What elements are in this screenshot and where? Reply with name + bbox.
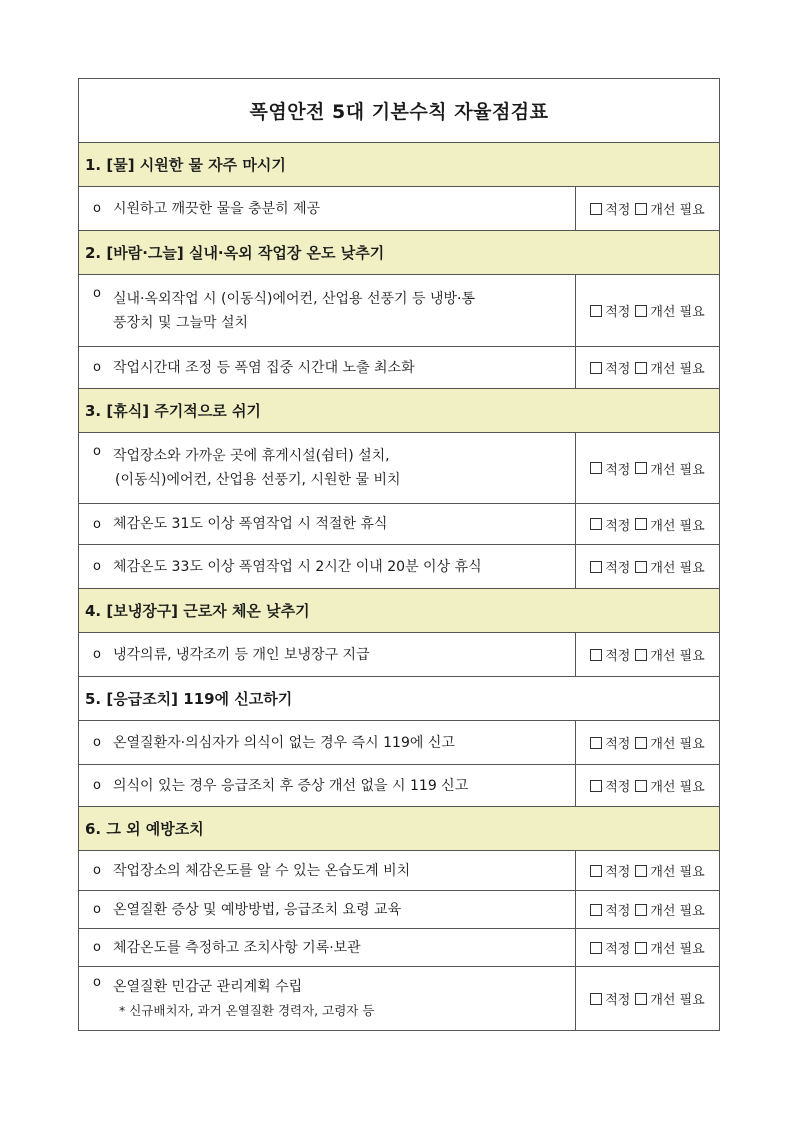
checkbox-ok[interactable] — [590, 462, 602, 474]
item-text-cell — [79, 187, 576, 230]
option-ok-label: 적정 — [605, 737, 631, 752]
item-text-cell — [79, 891, 576, 928]
checklist-table — [78, 78, 720, 1031]
checkbox-ok[interactable] — [590, 305, 602, 317]
checklist-row — [79, 891, 719, 929]
checkbox-improve[interactable] — [635, 904, 647, 916]
option-improve-label: 개선 필요 — [650, 737, 705, 752]
item-text-cell — [79, 504, 576, 544]
item-text-cell — [79, 851, 576, 890]
checkbox-improve[interactable] — [635, 203, 647, 215]
checkbox-improve[interactable] — [635, 561, 647, 573]
check-cell — [576, 929, 719, 966]
option-improve-label: 개선 필요 — [650, 865, 705, 880]
item-text: 체감온도 31도 이상 폭염작업 시 적절한 휴식 — [113, 516, 388, 532]
option-improve-label: 개선 필요 — [650, 649, 705, 664]
checkbox-improve[interactable] — [635, 362, 647, 374]
check-cell — [576, 633, 719, 676]
check-cell — [576, 967, 719, 1030]
option-ok-label: 적정 — [605, 203, 631, 218]
item-text: 온열질환 민감군 관리계획 수립 — [113, 978, 303, 995]
checkbox-improve[interactable] — [635, 518, 647, 530]
checkbox-ok[interactable] — [590, 780, 602, 792]
item-text: 작업시간대 조정 등 폭염 집중 시간대 노출 최소화 — [113, 359, 415, 376]
section-heading-5: 5. [응급조치] 119에 신고하기 — [79, 677, 719, 721]
item-text: 체감온도를 측정하고 조치사항 기록·보관 — [113, 939, 361, 956]
bullet-icon: o — [93, 647, 101, 662]
bullet-icon: o — [93, 863, 101, 878]
check-cell — [576, 851, 719, 890]
checklist-row — [79, 929, 719, 967]
option-ok-label: 적정 — [605, 993, 631, 1008]
checkbox-ok[interactable] — [590, 362, 602, 374]
checklist-row — [79, 187, 719, 231]
option-ok-label: 적정 — [605, 561, 631, 576]
option-improve-label: 개선 필요 — [650, 993, 705, 1008]
option-improve-label: 개선 필요 — [650, 942, 705, 957]
option-improve-label: 개선 필요 — [650, 780, 705, 795]
item-text: 온열질환자·의심자가 의식이 없는 경우 즉시 119에 신고 — [113, 734, 455, 751]
checklist-row — [79, 967, 719, 1030]
check-cell — [576, 721, 719, 764]
item-text-cell — [79, 929, 576, 966]
option-ok-label: 적정 — [605, 780, 631, 795]
option-ok-label: 적정 — [605, 518, 631, 534]
option-improve-label: 개선 필요 — [650, 904, 705, 919]
checkbox-ok[interactable] — [590, 737, 602, 749]
item-note: * 신규배치자, 과거 온열질환 경력자, 고령자 등 — [119, 1002, 375, 1018]
checkbox-ok[interactable] — [590, 518, 602, 530]
bullet-icon: o — [93, 286, 101, 301]
checkbox-improve[interactable] — [635, 737, 647, 749]
bullet-icon: o — [93, 902, 101, 917]
checklist-row — [79, 545, 719, 589]
checklist-row — [79, 851, 719, 891]
check-cell — [576, 891, 719, 928]
option-improve-label: 개선 필요 — [650, 203, 705, 218]
check-cell — [576, 504, 719, 544]
checkbox-improve[interactable] — [635, 780, 647, 792]
option-ok-label: 적정 — [605, 462, 631, 478]
check-cell — [576, 433, 719, 503]
bullet-icon: o — [93, 201, 101, 216]
checkbox-improve[interactable] — [635, 942, 647, 954]
item-text: 체감온도 33도 이상 폭염작업 시 2시간 이내 20분 이상 휴식 — [113, 558, 482, 575]
bullet-icon: o — [93, 778, 101, 793]
bullet-icon: o — [93, 559, 101, 574]
checklist-row — [79, 765, 719, 807]
checkbox-ok[interactable] — [590, 942, 602, 954]
section-heading-1: 1. [물] 시원한 물 자주 마시기 — [79, 143, 719, 187]
item-text: 의식이 있는 경우 응급조치 후 증상 개선 없을 시 119 신고 — [113, 777, 469, 794]
bullet-icon: o — [93, 735, 101, 750]
item-text-line2: (이동식)에어컨, 산업용 선풍기, 시원한 물 비치 — [115, 472, 401, 488]
item-text: 작업장소의 체감온도를 알 수 있는 온습도계 비치 — [113, 862, 411, 879]
check-cell — [576, 545, 719, 588]
checkbox-ok[interactable] — [590, 649, 602, 661]
item-text-cell — [79, 765, 576, 806]
bullet-icon: o — [93, 516, 101, 532]
item-text: 냉각의류, 냉각조끼 등 개인 보냉장구 지급 — [113, 646, 370, 663]
checklist-row — [79, 721, 719, 765]
option-ok-label: 적정 — [605, 362, 631, 377]
item-text-cell — [79, 633, 576, 676]
option-improve-label: 개선 필요 — [650, 362, 705, 377]
checklist-row — [79, 275, 719, 347]
option-ok-label: 적정 — [605, 942, 631, 957]
section-heading-6: 6. 그 외 예방조치 — [79, 807, 719, 851]
item-text-cell — [79, 967, 576, 1030]
checklist-row — [79, 347, 719, 389]
item-text: 온열질환 증상 및 예방방법, 응급조치 요령 교육 — [113, 901, 402, 918]
item-text-cell — [79, 347, 576, 388]
section-heading-2: 2. [바람·그늘] 실내·옥외 작업장 온도 낮추기 — [79, 231, 719, 275]
bullet-icon: o — [93, 975, 101, 990]
checkbox-improve[interactable] — [635, 865, 647, 877]
checkbox-ok[interactable] — [590, 904, 602, 916]
bullet-icon: o — [93, 360, 101, 375]
checkbox-improve[interactable] — [635, 993, 647, 1005]
item-text: 실내·옥외작업 시 (이동식)에어컨, 산업용 선풍기 등 냉방·통 — [113, 290, 476, 307]
item-text-cell — [79, 545, 576, 588]
item-text: 시원하고 깨끗한 물을 충분히 제공 — [113, 200, 321, 217]
checklist-row — [79, 633, 719, 677]
item-text-cell — [79, 721, 576, 764]
checklist-row — [79, 433, 719, 504]
checkbox-ok[interactable] — [590, 203, 602, 215]
check-cell — [576, 347, 719, 388]
option-ok-label: 적정 — [605, 649, 631, 664]
item-text-cell — [79, 275, 576, 346]
option-improve-label: 개선 필요 — [650, 561, 705, 576]
item-text-line2: 풍장치 및 그늘막 설치 — [113, 314, 249, 331]
check-cell — [576, 187, 719, 230]
check-cell — [576, 765, 719, 806]
checkbox-improve[interactable] — [635, 649, 647, 661]
check-cell — [576, 275, 719, 346]
option-improve-label: 개선 필요 — [650, 518, 705, 534]
item-text-cell — [79, 433, 576, 503]
checkbox-improve[interactable] — [635, 462, 647, 474]
checkbox-ok[interactable] — [590, 561, 602, 573]
checklist-row — [79, 504, 719, 545]
option-ok-label: 적정 — [605, 305, 631, 320]
option-improve-label: 개선 필요 — [650, 305, 705, 320]
section-heading-4: 4. [보냉장구] 근로자 체온 낮추기 — [79, 589, 719, 633]
option-ok-label: 적정 — [605, 904, 631, 919]
option-improve-label: 개선 필요 — [650, 462, 705, 478]
bullet-icon: o — [93, 940, 101, 955]
checkbox-ok[interactable] — [590, 993, 602, 1005]
checkbox-ok[interactable] — [590, 865, 602, 877]
option-ok-label: 적정 — [605, 865, 631, 880]
section-heading-3: 3. [휴식] 주기적으로 쉬기 — [79, 389, 719, 433]
bullet-icon: o — [93, 444, 101, 459]
page-title: 폭염안전 5대 기본수칙 자율점검표 — [79, 79, 719, 143]
item-text: 작업장소와 가까운 곳에 휴게시설(쉼터) 설치, — [113, 448, 390, 464]
checkbox-improve[interactable] — [635, 305, 647, 317]
